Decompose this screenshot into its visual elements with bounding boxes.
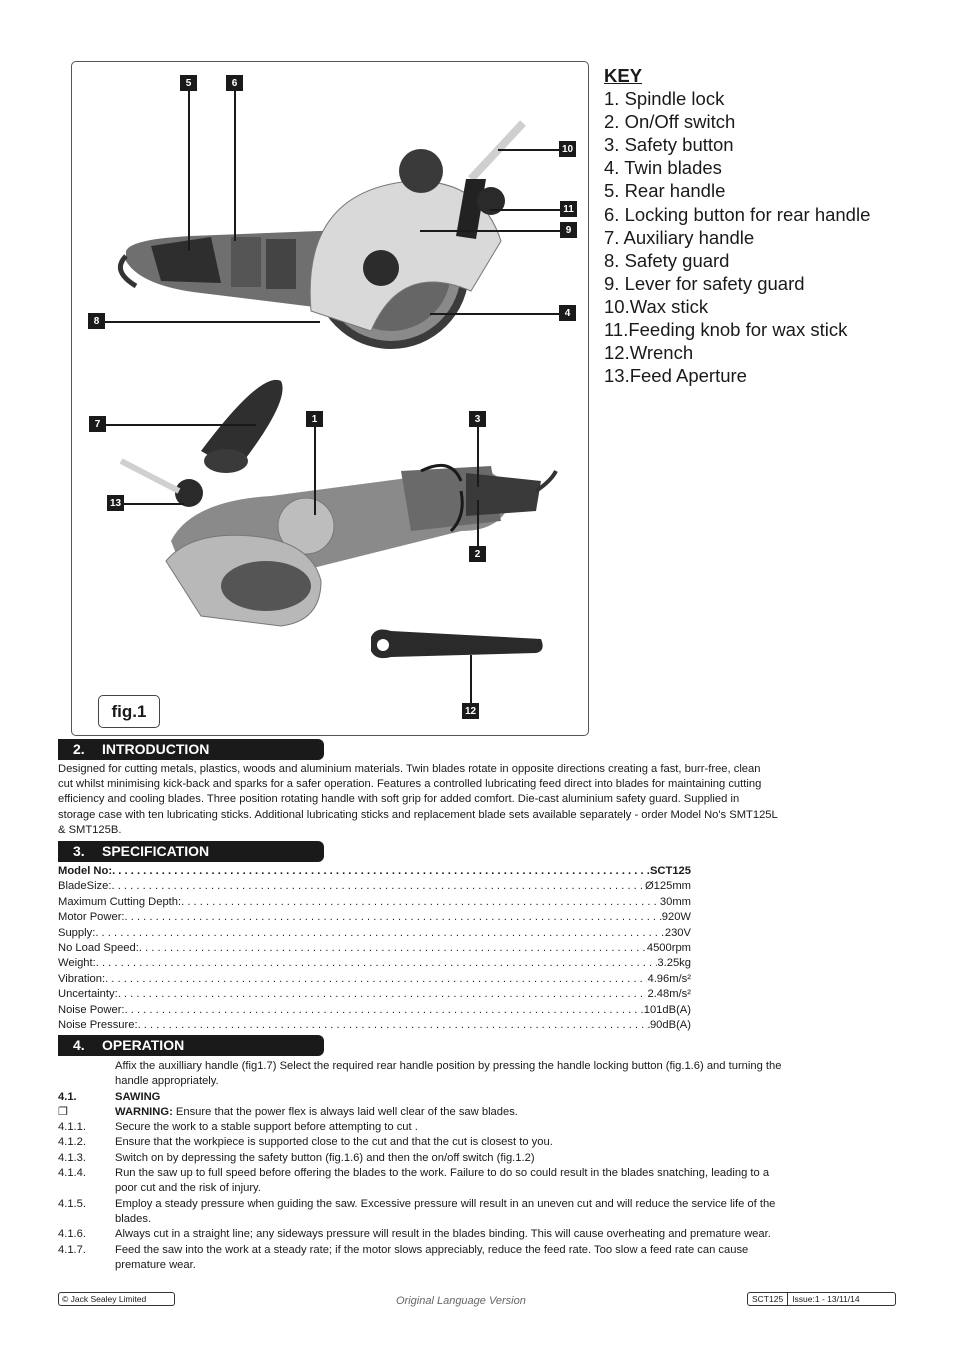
step-row [58,1243,888,1258]
spec-label: Uncertainty: [58,988,118,1001]
step-text: Secure the work to a stable support before attempting to cut . [115,1121,418,1134]
step-row [58,1227,888,1242]
leader-line [105,321,320,323]
callout-10: 10 [559,141,576,157]
callout-2: 2 [469,546,486,562]
leader-line [314,427,316,515]
spec-value: 230V [664,926,691,939]
spec-row [58,956,691,971]
section-title: INTRODUCTION [102,741,210,757]
spec-row [58,879,691,894]
key-item: 7. Auxiliary handle [604,226,755,248]
spec-row [58,972,691,987]
spec-label: Model No: [58,865,113,877]
intro-line: Designed for cutting metals, plastics, woods and aluminium materials. Twin blades rotate in opposite directions creating a fast, burr-free, clean [58,763,761,775]
leader-line [430,313,559,315]
callout-12: 12 [462,703,479,719]
section-title: SPECIFICATION [102,843,210,859]
spec-value: 3.25kg [657,957,691,970]
callout-1: 1 [306,411,323,427]
key-item: 8. Safety guard [604,249,730,271]
callout-9: 9 [560,222,577,238]
step-number: 4.1.6. [58,1228,86,1241]
step-row [58,1197,888,1212]
footer-issue: Issue:1 - 13/11/14 [787,1293,863,1305]
warning-label: WARNING: [115,1105,173,1118]
spec-label: Motor Power: [58,911,125,924]
intro-line: & SMT125B. [58,823,122,836]
subsection-number: 4.1. [58,1090,77,1103]
spec-value: 4.96m/s² [647,972,691,985]
key-list [604,64,870,387]
step-text: Run the saw up to full speed before offering the blades to the work. Failure to do so could result in the blades snatching, leading to a [115,1167,770,1180]
spec-value: 90dB(A) [649,1018,691,1031]
operation-text [58,1059,888,1273]
spec-value: 920W [661,911,691,924]
step-number: 4.1.3. [58,1151,86,1164]
saw-illustration [71,61,588,735]
footer-model: SCT125 [752,1294,784,1304]
spec-value: 4500rpm [646,941,691,954]
step-row [58,1120,888,1135]
key-item: 5. Rear handle [604,180,726,202]
spec-row [58,926,691,941]
leader-line [477,427,479,487]
spec-row [58,1018,691,1033]
spec-label: No Load Speed: [58,941,139,954]
figure-label: fig.1 [98,695,160,728]
spec-value: Ø125mm [644,880,691,893]
spec-row [58,1003,691,1018]
step-text: poor cut and the risk of injury. [115,1182,261,1195]
section-number: 4. [73,1037,85,1053]
warning-row [58,1105,888,1120]
callout-11: 11 [560,201,577,217]
step-row [58,1135,888,1150]
callout-5: 5 [180,75,197,91]
spec-row [58,910,691,925]
footer-copyright: © Jack Sealey Limited [58,1292,175,1306]
step-text: blades. [115,1212,152,1225]
subsection-heading [58,1090,888,1105]
footer-issue-box [747,1292,896,1306]
key-item: 4. Twin blades [604,157,722,179]
step-text: Ensure that the workpiece is supported close to the cut and that the cut is closest to you. [115,1136,553,1149]
spec-value: SCT125 [649,865,691,877]
step-text: Feed the saw into the work at a steady rate; if the motor slows appreciably, reduce the feed rate. Too slow a feed rate can cause [115,1243,749,1256]
key-item: 6. Locking button for rear handle [604,203,871,225]
key-item: 9. Lever for safety guard [604,272,805,294]
key-item: 2. On/Off switch [604,111,736,133]
callout-8: 8 [88,313,105,329]
operation-intro-line: handle appropriately. [115,1075,219,1088]
section-header-introduction [58,739,324,760]
callout-3: 3 [469,411,486,427]
leader-line [498,149,559,151]
spec-value: 101dB(A) [643,1003,691,1016]
leader-line [106,424,256,426]
warning-bullet-icon: ❐ [58,1105,69,1118]
warning-text: Ensure that the power flex is always laid well clear of the saw blades. [175,1105,518,1118]
subsection-title: SAWING [115,1090,161,1103]
step-text: Always cut in a straight line; any sideways pressure will result in the blades binding. This will cause overheating and premature wear. [115,1228,771,1241]
intro-line: storage case with ten lubricating sticks. Additional lubricating sticks and replacement blade sets available separately - order Model No's SMT125L [58,808,778,821]
spec-label: Noise Power: [58,1003,125,1016]
introduction-text [58,762,898,838]
leader-line [477,500,479,546]
step-text: Employ a steady pressure when guiding the saw. Excessive pressure will result in an uneven cut and will reduce the service life of the [115,1197,776,1210]
key-item: 11.Feeding knob for wax stick [604,319,848,341]
spec-row [58,941,691,956]
step-number: 4.1.1. [58,1121,86,1134]
leader-line [470,655,472,703]
key-item: 1. Spindle lock [604,88,725,110]
specification-table [58,864,691,1033]
spec-label: BladeSize: [58,880,112,893]
footer-language-note: Original Language Version [396,1295,526,1307]
key-item: 3. Safety button [604,134,734,156]
section-header-operation [58,1035,324,1056]
spec-label: Weight: [58,957,96,970]
callout-6: 6 [226,75,243,91]
spec-value: 2.48m/s² [647,988,691,1001]
step-row [58,1151,888,1166]
spec-row [58,895,691,910]
section-title: OPERATION [102,1037,185,1053]
spec-label: Supply: [58,926,96,939]
intro-line: cut whilst minimising kick-back and sparks for a safer operation. Features a controlled lubricating feed direct into blades for maintaining cutting [58,778,762,791]
section-number: 2. [73,741,85,757]
leader-line [234,91,236,241]
section-number: 3. [73,843,85,859]
spec-label: Noise Pressure: [58,1018,138,1031]
spec-value: 30mm [659,895,691,908]
leader-line [124,503,184,505]
callout-7: 7 [89,416,106,432]
spec-row [58,987,691,1002]
key-item: 13.Feed Aperture [604,365,747,387]
leader-line [490,209,560,211]
key-title: KEY [604,65,643,86]
operation-intro-line: Affix the auxilliary handle (fig1.7) Select the required rear handle position by pressing the handle locking button (fig.1.6) and turning the [115,1060,782,1072]
key-item: 12.Wrench [604,342,694,364]
leader-line [420,230,560,232]
step-text: premature wear. [115,1258,196,1271]
spec-row [58,864,691,879]
step-text: Switch on by depressing the safety button (fig.1.6) and then the on/off switch (fig.1.2) [115,1151,535,1164]
section-header-specification [58,841,324,862]
leader-line [188,91,190,251]
step-number: 4.1.2. [58,1136,86,1149]
spec-label: Maximum Cutting Depth: [58,895,182,908]
step-number: 4.1.4. [58,1167,86,1180]
callout-4: 4 [559,305,576,321]
step-number: 4.1.5. [58,1197,86,1210]
step-number: 4.1.7. [58,1243,86,1256]
step-row [58,1166,888,1181]
spec-label: Vibration: [58,972,106,985]
intro-line: efficiency and cooling blades. Three position rotating handle with soft grip for added comfort. Die-cast aluminium safety guard. Supplied in [58,793,740,806]
key-item: 10.Wax stick [604,295,709,317]
callout-13: 13 [107,495,124,511]
